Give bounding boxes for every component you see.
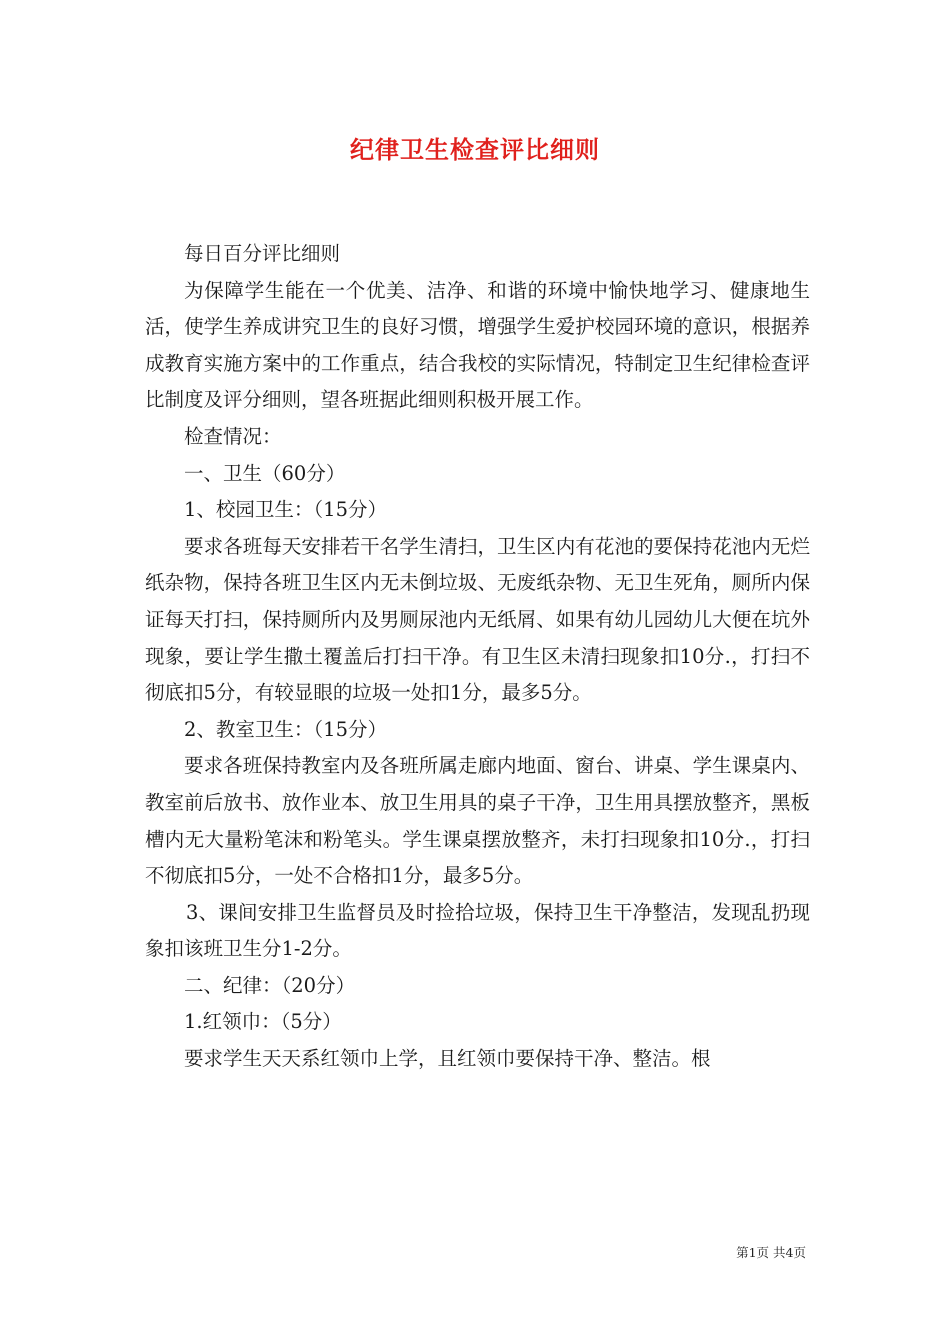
paragraph-classroom-hygiene: 要求各班保持教室内及各班所属走廊内地面、窗台、讲桌、学生课桌内、教室前后放书、放作业本、放卫生用具的桌子干净，卫生用具摆放整齐，黑板槽内无大量粉笔沫和粉笔头。学生课桌摆放整齐，未打扫现象扣10分.，打扫不彻底扣5分，一处不合格扣1分，最多5分。 [145, 754, 810, 888]
paragraph-break-supervisor: 3、课间安排卫生监督员及时捡拾垃圾，保持卫生干净整洁，发现乱扔现象扣该班卫生分1-2分。 [145, 900, 810, 961]
paragraph-intro: 为保障学生能在一个优美、洁净、和谐的环境中愉快地学习、健康地生活，使学生养成讲究卫生的良好习惯，增强学生爱护校园环境的意识，根据养成教育实施方案中的工作重点，结合我校的实际情况，特制定卫生纪律检查评比制度及评分细则，望各班据此细则积极开展工作。 [145, 278, 810, 412]
heading-campus-hygiene: 1、校园卫生：（15分） [184, 498, 387, 522]
heading-red-scarf: 1.红领巾：（5分） [184, 1010, 342, 1034]
paragraph-campus-hygiene: 要求各班每天安排若干名学生清扫，卫生区内有花池的要保持花池内无烂纸杂物，保持各班卫生区内无未倒垃圾、无废纸杂物、无卫生死角，厕所内保证每天打扫，保持厕所内及男厕尿池内无纸屑、如果有幼儿园幼儿大便在坑外现象，要让学生撒土覆盖后打扫干净。有卫生区未清扫现象扣10分.，打扫不彻底扣5分，有较显眼的垃圾一处扣1分，最多5分。 [145, 534, 810, 705]
page-footer: 第1页 共4页 [736, 1245, 806, 1260]
heading-classroom-hygiene: 2、教室卫生：（15分） [184, 717, 387, 741]
document-body [145, 236, 810, 1078]
page-title: 纪律卫生检查评比细则 [350, 135, 600, 164]
paragraph-red-scarf: 要求学生天天系红领巾上学，且红领巾要保持干净、整洁。根 [184, 1047, 711, 1071]
heading-hygiene: 一、卫生（60分） [184, 461, 346, 485]
paragraph-subtitle: 每日百分评比细则 [184, 242, 341, 265]
paragraph-check-status: 检查情况： [184, 424, 282, 448]
heading-discipline: 二、纪律：（20分） [184, 973, 356, 997]
